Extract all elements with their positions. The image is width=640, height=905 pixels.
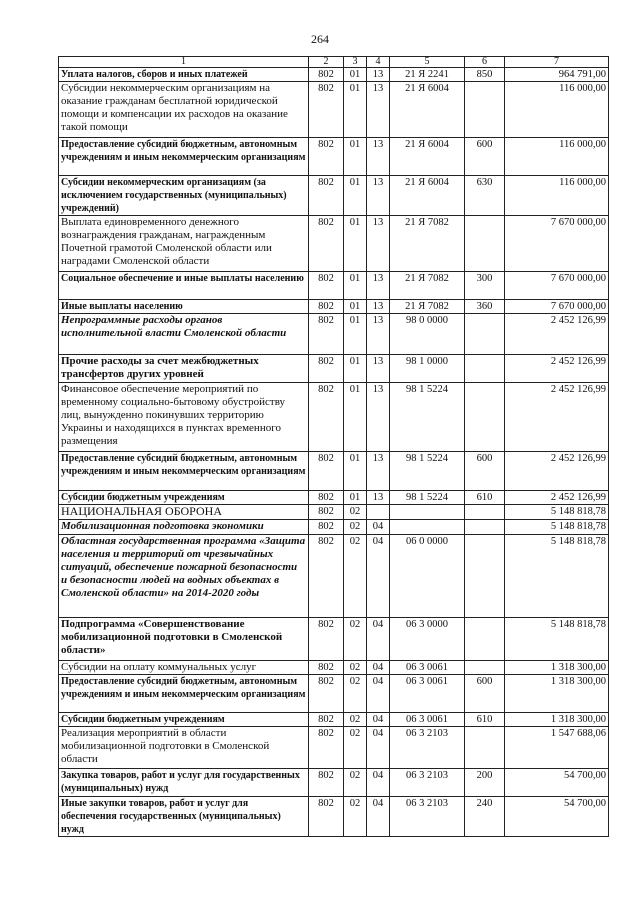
row-amount: 5 148 818,78 <box>505 505 609 520</box>
row-code-target: 21 Я 6004 <box>390 82 465 138</box>
row-name: Прочие расходы за счет межбюджетных трансфертов других уровней <box>59 355 309 383</box>
row-code-expense-type: 600 <box>465 138 505 176</box>
table-header-row <box>59 57 609 68</box>
row-name: Непрограммные расходы органов исполнительной власти Смоленской области <box>59 314 309 355</box>
header-col-3: 3 <box>344 57 367 68</box>
row-name: Иные закупки товаров, работ и услуг для обеспечения государственных (муниципальных) нужд <box>59 797 309 837</box>
table-row <box>59 82 609 138</box>
row-code-target: 06 3 2103 <box>390 727 465 769</box>
table-row <box>59 355 609 383</box>
row-amount: 116 000,00 <box>505 138 609 176</box>
row-code-subsection: 13 <box>367 82 390 138</box>
row-amount: 7 670 000,00 <box>505 272 609 300</box>
row-code-target <box>390 505 465 520</box>
row-code-expense-type <box>465 727 505 769</box>
row-code-target: 21 Я 2241 <box>390 68 465 82</box>
row-code-admin: 802 <box>309 713 344 727</box>
table-row <box>59 138 609 176</box>
row-name: Финансовое обеспечение мероприятий по временному социально-бытовому обустройству лиц, вынужденно покинувших территорию Украины и находящихся в пунктах временного размещения <box>59 383 309 452</box>
row-code-target: 06 3 0061 <box>390 713 465 727</box>
row-code-admin: 802 <box>309 491 344 505</box>
row-name: Закупка товаров, работ и услуг для государственных (муниципальных) нужд <box>59 769 309 797</box>
row-amount: 54 700,00 <box>505 797 609 837</box>
table-row <box>59 491 609 505</box>
row-code-subsection: 04 <box>367 661 390 675</box>
row-code-subsection: 04 <box>367 769 390 797</box>
row-name: Субсидии бюджетным учреждениям <box>59 713 309 727</box>
row-code-subsection: 13 <box>367 452 390 491</box>
row-code-subsection: 04 <box>367 713 390 727</box>
table-row <box>59 618 609 661</box>
row-amount: 964 791,00 <box>505 68 609 82</box>
row-code-section: 01 <box>344 216 367 272</box>
row-amount: 5 148 818,78 <box>505 520 609 535</box>
row-code-expense-type <box>465 520 505 535</box>
row-code-subsection: 13 <box>367 383 390 452</box>
table-row <box>59 675 609 713</box>
row-amount: 1 318 300,00 <box>505 661 609 675</box>
row-code-admin: 802 <box>309 216 344 272</box>
row-code-section: 02 <box>344 797 367 837</box>
row-code-admin: 802 <box>309 769 344 797</box>
row-code-section: 01 <box>344 272 367 300</box>
table-row <box>59 535 609 618</box>
row-amount: 1 318 300,00 <box>505 675 609 713</box>
row-amount: 7 670 000,00 <box>505 300 609 314</box>
row-code-expense-type: 610 <box>465 713 505 727</box>
table-row <box>59 520 609 535</box>
row-code-section: 01 <box>344 176 367 216</box>
row-code-section: 01 <box>344 355 367 383</box>
row-code-subsection: 13 <box>367 300 390 314</box>
row-name: Социальное обеспечение и иные выплаты населению <box>59 272 309 300</box>
table-row <box>59 727 609 769</box>
table-row <box>59 769 609 797</box>
row-code-target: 06 3 0061 <box>390 675 465 713</box>
row-code-expense-type: 600 <box>465 452 505 491</box>
table-row <box>59 216 609 272</box>
row-code-admin: 802 <box>309 272 344 300</box>
page-number: 264 <box>311 32 329 46</box>
row-code-expense-type: 610 <box>465 491 505 505</box>
row-code-subsection: 13 <box>367 68 390 82</box>
table-row <box>59 713 609 727</box>
row-name: Субсидии на оплату коммунальных услуг <box>59 661 309 675</box>
row-code-admin: 802 <box>309 661 344 675</box>
row-code-admin: 802 <box>309 300 344 314</box>
row-code-section: 01 <box>344 491 367 505</box>
row-code-expense-type <box>465 535 505 618</box>
row-code-section: 02 <box>344 675 367 713</box>
row-code-admin: 802 <box>309 535 344 618</box>
row-amount: 116 000,00 <box>505 176 609 216</box>
row-code-target: 98 1 5224 <box>390 452 465 491</box>
row-code-target: 06 0 0000 <box>390 535 465 618</box>
row-code-expense-type <box>465 355 505 383</box>
row-code-admin: 802 <box>309 138 344 176</box>
row-name: Субсидии некоммерческим организациям на оказание гражданам бесплатной юридической помощи и компенсации их расходов на оказание такой помощи <box>59 82 309 138</box>
header-col-6: 6 <box>465 57 505 68</box>
row-code-expense-type: 240 <box>465 797 505 837</box>
row-code-admin: 802 <box>309 314 344 355</box>
table-row <box>59 505 609 520</box>
header-col-5: 5 <box>390 57 465 68</box>
table-row <box>59 797 609 837</box>
row-amount: 116 000,00 <box>505 82 609 138</box>
row-name: Предоставление субсидий бюджетным, автономным учреждениям и иным некоммерческим организациям <box>59 675 309 713</box>
row-name: Подпрограмма «Совершенствование мобилизационной подготовки в Смоленской области» <box>59 618 309 661</box>
row-code-section: 01 <box>344 300 367 314</box>
row-code-expense-type: 630 <box>465 176 505 216</box>
table-row <box>59 383 609 452</box>
row-code-subsection: 13 <box>367 216 390 272</box>
table-row <box>59 300 609 314</box>
table-row <box>59 68 609 82</box>
row-code-subsection: 13 <box>367 314 390 355</box>
row-code-expense-type: 200 <box>465 769 505 797</box>
header-col-2: 2 <box>309 57 344 68</box>
row-amount: 5 148 818,78 <box>505 618 609 661</box>
row-code-target: 98 1 0000 <box>390 355 465 383</box>
row-code-section: 02 <box>344 769 367 797</box>
row-code-subsection: 04 <box>367 618 390 661</box>
row-code-target: 98 1 5224 <box>390 383 465 452</box>
row-code-section: 01 <box>344 314 367 355</box>
row-name: Предоставление субсидий бюджетным, автономным учреждениям и иным некоммерческим организациям <box>59 452 309 491</box>
row-name: Иные выплаты населению <box>59 300 309 314</box>
row-name: Выплата единовременного денежного вознаграждения гражданам, награжденным Почетной грамотой Смоленской области или наградами Смоленской области <box>59 216 309 272</box>
table-row <box>59 272 609 300</box>
row-name: Областная государственная программа «Защита населения и территорий от чрезвычайных ситуаций, обеспечение пожарной безопасности и безопасности людей на водных объектах в Смоленской области» на 2014-2020 годы <box>59 535 309 618</box>
row-code-admin: 802 <box>309 505 344 520</box>
row-code-section: 02 <box>344 727 367 769</box>
row-code-target: 21 Я 6004 <box>390 176 465 216</box>
row-amount: 2 452 126,99 <box>505 383 609 452</box>
row-code-section: 01 <box>344 138 367 176</box>
row-code-admin: 802 <box>309 355 344 383</box>
row-code-admin: 802 <box>309 520 344 535</box>
row-amount: 2 452 126,99 <box>505 314 609 355</box>
row-code-expense-type: 850 <box>465 68 505 82</box>
row-code-subsection: 04 <box>367 797 390 837</box>
row-name: Субсидии некоммерческим организациям (за исключением государственных (муниципальных) учреждений) <box>59 176 309 216</box>
row-code-admin: 802 <box>309 675 344 713</box>
row-amount: 7 670 000,00 <box>505 216 609 272</box>
row-code-section: 02 <box>344 520 367 535</box>
row-code-section: 02 <box>344 618 367 661</box>
row-code-section: 01 <box>344 82 367 138</box>
row-code-admin: 802 <box>309 797 344 837</box>
row-code-subsection: 13 <box>367 272 390 300</box>
row-code-subsection: 13 <box>367 138 390 176</box>
row-code-section: 01 <box>344 383 367 452</box>
row-code-expense-type <box>465 216 505 272</box>
row-code-admin: 802 <box>309 618 344 661</box>
table-row <box>59 314 609 355</box>
row-code-admin: 802 <box>309 727 344 769</box>
row-code-expense-type: 360 <box>465 300 505 314</box>
row-name: Уплата налогов, сборов и иных платежей <box>59 68 309 82</box>
row-code-expense-type: 600 <box>465 675 505 713</box>
row-code-admin: 802 <box>309 68 344 82</box>
header-col-1: 1 <box>59 57 309 68</box>
budget-table <box>58 56 609 837</box>
row-code-section: 02 <box>344 661 367 675</box>
row-code-target: 98 1 5224 <box>390 491 465 505</box>
row-code-subsection: 13 <box>367 355 390 383</box>
row-name: Мобилизационная подготовка экономики <box>59 520 309 535</box>
row-code-section: 02 <box>344 535 367 618</box>
row-name: НАЦИОНАЛЬНАЯ ОБОРОНА <box>59 505 309 520</box>
row-code-target: 21 Я 7082 <box>390 300 465 314</box>
table-row <box>59 452 609 491</box>
row-code-subsection <box>367 505 390 520</box>
row-amount: 2 452 126,99 <box>505 452 609 491</box>
row-code-target: 06 3 2103 <box>390 797 465 837</box>
row-amount: 2 452 126,99 <box>505 491 609 505</box>
row-code-expense-type <box>465 661 505 675</box>
row-code-expense-type <box>465 505 505 520</box>
row-code-expense-type: 300 <box>465 272 505 300</box>
row-code-subsection: 04 <box>367 520 390 535</box>
row-code-target: 06 3 2103 <box>390 769 465 797</box>
header-col-7: 7 <box>505 57 609 68</box>
row-code-admin: 802 <box>309 383 344 452</box>
row-code-target: 21 Я 6004 <box>390 138 465 176</box>
table-row <box>59 661 609 675</box>
row-code-target: 06 3 0000 <box>390 618 465 661</box>
row-name: Предоставление субсидий бюджетным, автономным учреждениям и иным некоммерческим организациям <box>59 138 309 176</box>
row-amount: 5 148 818,78 <box>505 535 609 618</box>
row-code-target: 21 Я 7082 <box>390 272 465 300</box>
row-code-target: 98 0 0000 <box>390 314 465 355</box>
row-name: Субсидии бюджетным учреждениям <box>59 491 309 505</box>
row-code-expense-type <box>465 383 505 452</box>
row-amount: 1 547 688,06 <box>505 727 609 769</box>
row-code-subsection: 04 <box>367 727 390 769</box>
row-code-admin: 802 <box>309 176 344 216</box>
table-row <box>59 176 609 216</box>
row-name: Реализация мероприятий в области мобилизационной подготовки в Смоленской области <box>59 727 309 769</box>
row-code-section: 01 <box>344 452 367 491</box>
row-code-subsection: 04 <box>367 535 390 618</box>
row-code-target <box>390 520 465 535</box>
row-code-expense-type <box>465 82 505 138</box>
row-code-subsection: 04 <box>367 675 390 713</box>
row-code-admin: 802 <box>309 82 344 138</box>
row-code-subsection: 13 <box>367 491 390 505</box>
row-code-target: 06 3 0061 <box>390 661 465 675</box>
row-code-section: 02 <box>344 505 367 520</box>
row-amount: 54 700,00 <box>505 769 609 797</box>
row-amount: 2 452 126,99 <box>505 355 609 383</box>
row-code-target: 21 Я 7082 <box>390 216 465 272</box>
row-code-subsection: 13 <box>367 176 390 216</box>
row-code-expense-type <box>465 618 505 661</box>
header-col-4: 4 <box>367 57 390 68</box>
row-code-section: 01 <box>344 68 367 82</box>
row-code-admin: 802 <box>309 452 344 491</box>
row-amount: 1 318 300,00 <box>505 713 609 727</box>
row-code-section: 02 <box>344 713 367 727</box>
row-code-expense-type <box>465 314 505 355</box>
